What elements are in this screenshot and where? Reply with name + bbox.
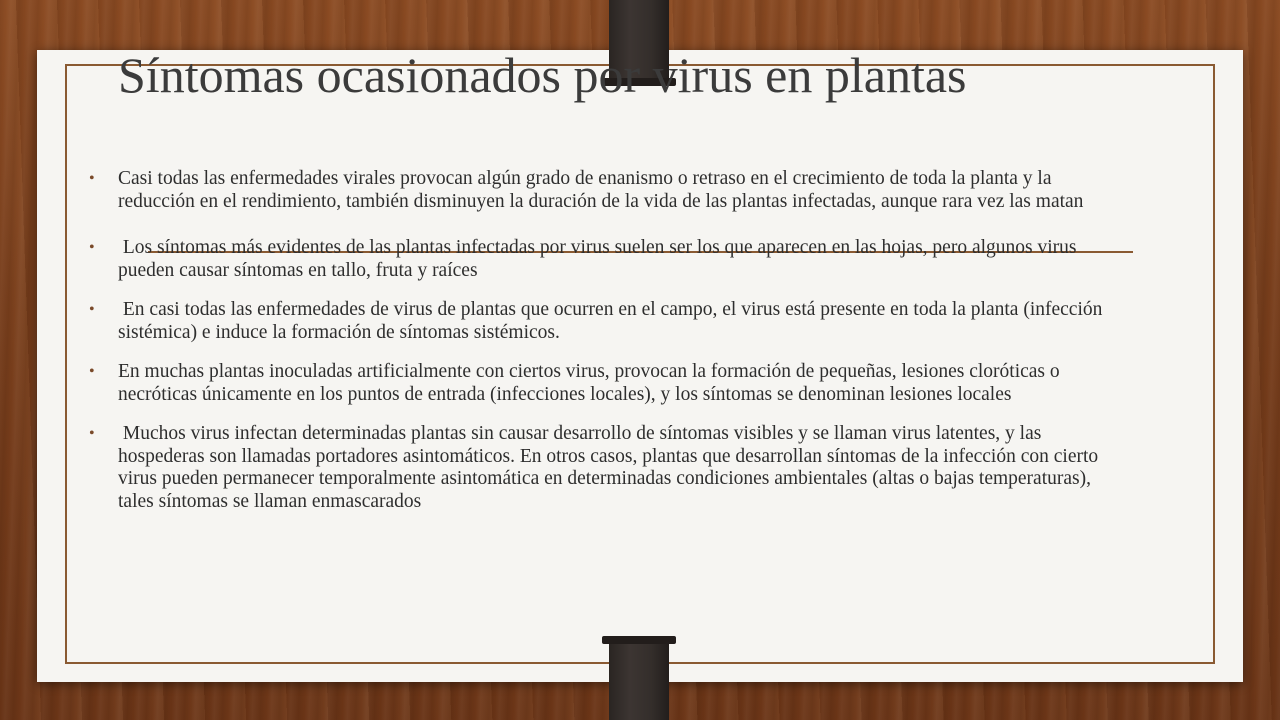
bullet-text: En muchas plantas inoculadas artificialmente con ciertos virus, provocan la formación de pequeñas, lesiones cloróticas o necróticas únicamente en los puntos de entrada (infecciones locales), y los síntomas se denominan lesiones locales <box>118 361 1060 405</box>
bullet-text: Casi todas las enfermedades virales provocan algún grado de enanismo o retraso en el crecimiento de toda la planta y la reducción en el rendimiento, también disminuyen la duración de la vida de las plantas infectadas, aunque rara vez las matan <box>118 168 1084 212</box>
bullet-icon: • <box>89 363 95 380</box>
bullet-text: En casi todas las enfermedades de virus de plantas que ocurren en el campo, el virus está presente en toda la planta (infección sistémica) e induce la formación de síntomas sistémicos. <box>118 299 1108 343</box>
bullet-list <box>89 168 1128 530</box>
bullet-icon: • <box>89 301 95 318</box>
bullet-item-3 <box>89 299 1128 344</box>
bullet-icon: • <box>89 425 95 442</box>
binder-clip-bottom-bar <box>602 636 676 644</box>
bullet-icon: • <box>89 239 95 256</box>
bullet-item-4 <box>89 361 1128 406</box>
bullet-item-1 <box>89 168 1128 213</box>
slide-title: Síntomas ocasionados por virus en plantas <box>118 47 967 103</box>
bullet-item-5 <box>89 423 1128 513</box>
bullet-text: Los síntomas más evidentes de las plantas infectadas por virus suelen ser los que aparecen en las hojas, pero algunos virus pueden causar síntomas en tallo, fruta y raíces <box>118 237 1082 281</box>
bullet-icon: • <box>89 170 95 187</box>
binder-clip-bottom <box>609 637 669 720</box>
bullet-text: Muchos virus infectan determinadas plantas sin causar desarrollo de síntomas visibles y se llaman virus latentes, y las hospederas son llamadas portadores asintomáticos. En otros casos, plantas que desarrollan síntomas de la infección con cierto virus pueden permanecer temporalmente asintomática en determinadas condiciones ambientales (altas o bajas temperaturas), tales síntomas se llaman enmascarados <box>118 423 1104 512</box>
bullet-item-2 <box>89 237 1128 282</box>
